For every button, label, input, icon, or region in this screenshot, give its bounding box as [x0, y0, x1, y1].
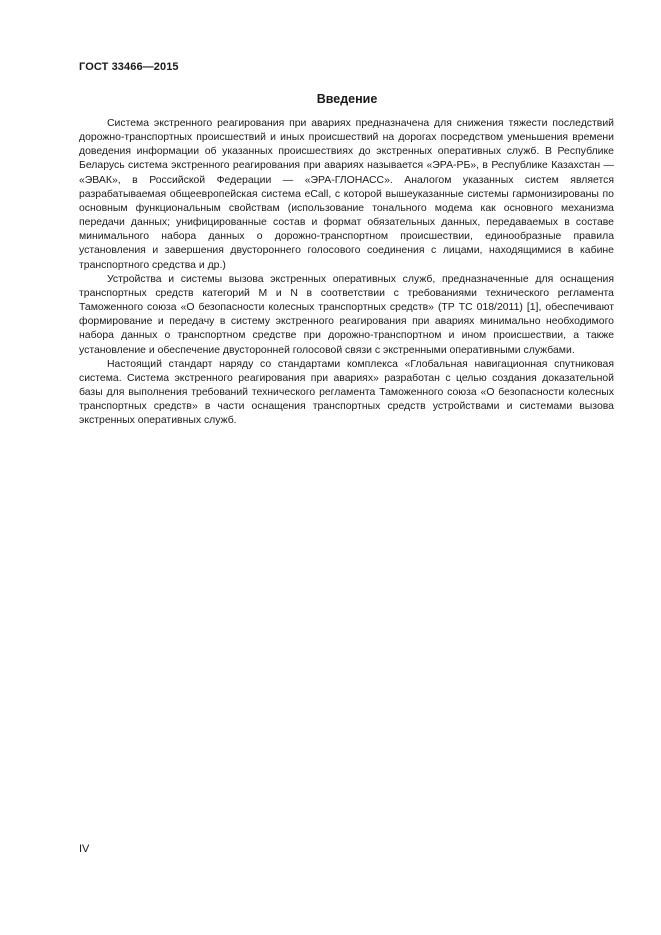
paragraph-standard-purpose: Настоящий стандарт наряду со стандартами комплекса «Глобальная навигационная спутниковая система. Система экстренного реагирования при авариях» разработан с целью создания доказательной базы для выполнения требований технического регламента Таможенного союза «О безопасности колесных транспортных средств» в части оснащения транспортных средств устройствами и системами вызова экстренных оперативных служб.	[79, 358, 614, 427]
standard-code-header: ГОСТ 33466—2015	[79, 61, 179, 73]
page-number: IV	[79, 843, 90, 855]
introduction-body	[79, 117, 614, 428]
section-title-text: Введение	[316, 92, 378, 106]
paragraph-devices-and-systems: Устройства и системы вызова экстренных оперативных служб, предназначенные для оснащения транспортных средств категорий M и N в соответствии с требованиями технического регламента Таможенного союза «О безопасности колесных транспортных средств» (ТР ТС 018/2011) [1], обеспечивают формирование и передачу в систему экстренного реагирования при авариях минимально необходимого набора данных о транспортном средстве при дорожно-транспортном и ином происшествии, а также установление и обеспечение двусторонней голосовой связи с экстренными оперативными службами.	[79, 273, 614, 356]
paragraph-emergency-system: Система экстренного реагирования при авариях предназначена для снижения тяжести последствий дорожно-транспортных происшествий и иных происшествий на дорогах посредством уменьшения времени доведения информации об указанных происшествиях до экстренных оперативных служб. В Республике Беларусь система экстренного реагирования при авариях называется «ЭРА-РБ», в Республике Казахстан — «ЭВАК», в Российской Федерации — «ЭРА-ГЛОНАСС». Аналогом указанных систем является разрабатываемая общеевропейская система eCall, с которой вышеуказанные системы гармонизированы по основным функциональным свойствам (использование тонального модема как основного механизма передачи данных; унифицированные состав и формат обязательных данных, передаваемых в составе минимального набора данных о дорожно-транспортном происшествии, единообразные правила установления и завершения двустороннего голосового соединения с лицами, находящимися в кабине транспортного средства и др.)	[79, 118, 614, 271]
section-title	[79, 92, 613, 106]
